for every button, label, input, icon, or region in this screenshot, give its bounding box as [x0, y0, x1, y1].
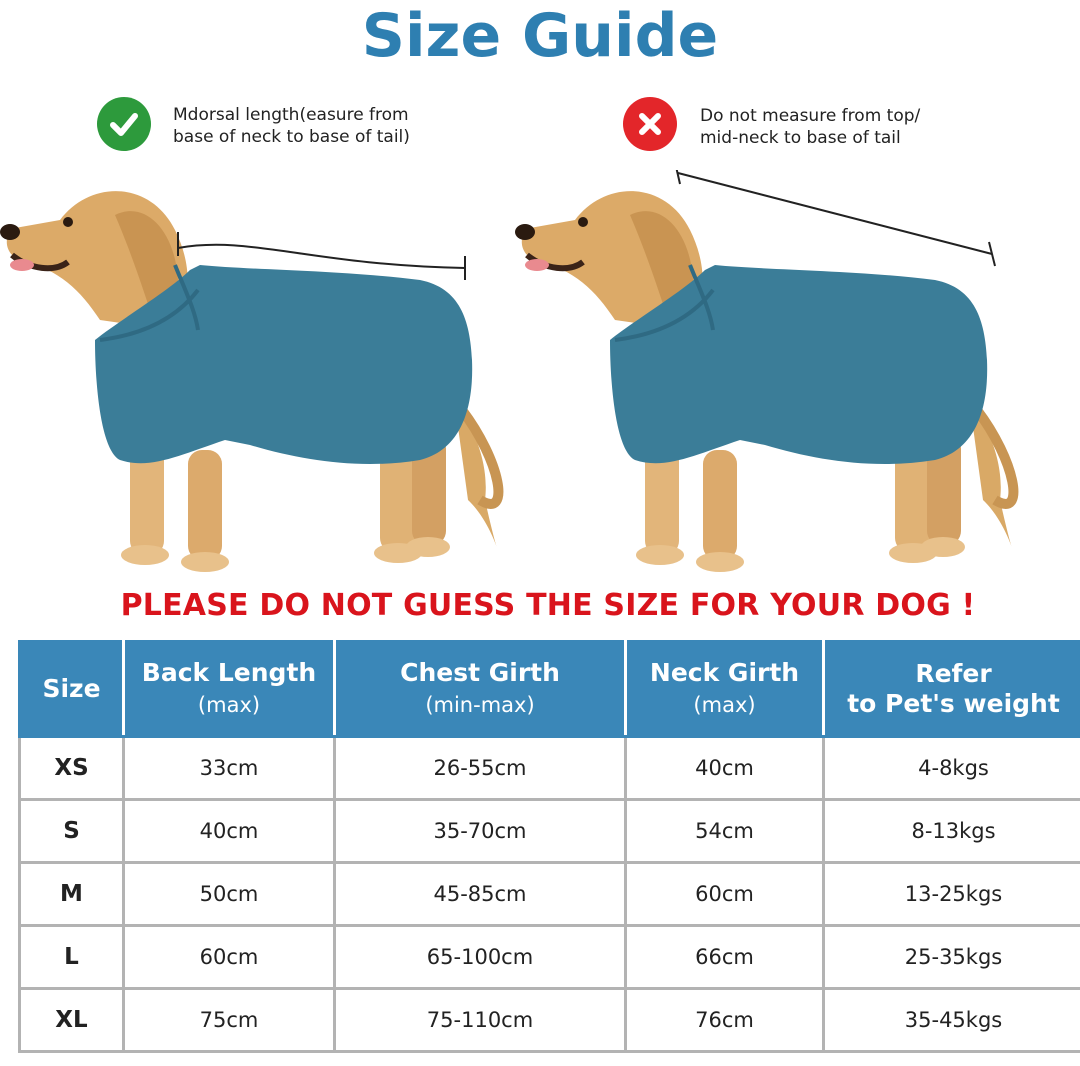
header-size: [20, 642, 124, 737]
chest-girth-cell: 35-70cm: [335, 800, 626, 863]
weight-cell: 13-25kgs: [824, 863, 1080, 926]
table-row: [20, 863, 1080, 926]
back-length-cell: 33cm: [124, 737, 335, 800]
weight-cell: 35-45kgs: [824, 989, 1080, 1052]
table-header-row: [20, 642, 1080, 737]
weight-cell: 4-8kgs: [824, 737, 1080, 800]
header-chest-girth-label: Chest Girth: [400, 658, 560, 687]
header-size-label: Size: [42, 674, 101, 703]
checkmark-icon: [97, 97, 151, 151]
neck-girth-cell: 40cm: [626, 737, 824, 800]
neck-girth-cell: 66cm: [626, 926, 824, 989]
header-neck-girth-sub: (max): [693, 693, 756, 717]
header-weight: [824, 642, 1080, 737]
table-row: [20, 989, 1080, 1052]
neck-girth-cell: 54cm: [626, 800, 824, 863]
back-length-cell: 50cm: [124, 863, 335, 926]
chest-girth-cell: 65-100cm: [335, 926, 626, 989]
incorrect-measure-note: Do not measure from top/ mid-neck to base of tail: [700, 106, 921, 148]
size-cell: L: [20, 926, 124, 989]
chest-girth-cell: 45-85cm: [335, 863, 626, 926]
table-row: [20, 737, 1080, 800]
header-chest-girth: [335, 642, 626, 737]
dog-correct-measure-illustration: [0, 170, 520, 590]
neck-girth-cell: 76cm: [626, 989, 824, 1052]
back-length-cell: 60cm: [124, 926, 335, 989]
back-length-cell: 75cm: [124, 989, 335, 1052]
header-back-length-label: Back Length: [141, 658, 317, 687]
weight-cell: 25-35kgs: [824, 926, 1080, 989]
header-neck-girth-label: Neck Girth: [649, 658, 800, 687]
back-length-cell: 40cm: [124, 800, 335, 863]
header-back-length: [124, 642, 335, 737]
chest-girth-cell: 75-110cm: [335, 989, 626, 1052]
page-title: Size Guide: [361, 1, 719, 71]
correct-measure-note: Mdorsal length(easure from base of neck to base of tail): [173, 105, 410, 147]
size-cell: S: [20, 800, 124, 863]
table-row: [20, 800, 1080, 863]
cross-icon: [623, 97, 677, 151]
size-cell: XL: [20, 989, 124, 1052]
size-chart-table: [18, 640, 1080, 1053]
size-cell: XS: [20, 737, 124, 800]
header-back-length-sub: (max): [197, 693, 261, 717]
dog-incorrect-measure-illustration: [515, 170, 1035, 590]
warning-banner: PLEASE DO NOT GUESS THE SIZE FOR YOUR DOG !: [120, 588, 976, 623]
weight-cell: 8-13kgs: [824, 800, 1080, 863]
size-cell: M: [20, 863, 124, 926]
neck-girth-cell: 60cm: [626, 863, 824, 926]
table-row: [20, 926, 1080, 989]
header-chest-girth-sub: (min-max): [425, 693, 535, 717]
header-weight-label: Refer to Pet's weight: [847, 659, 1060, 718]
chest-girth-cell: 26-55cm: [335, 737, 626, 800]
header-neck-girth: [626, 642, 824, 737]
